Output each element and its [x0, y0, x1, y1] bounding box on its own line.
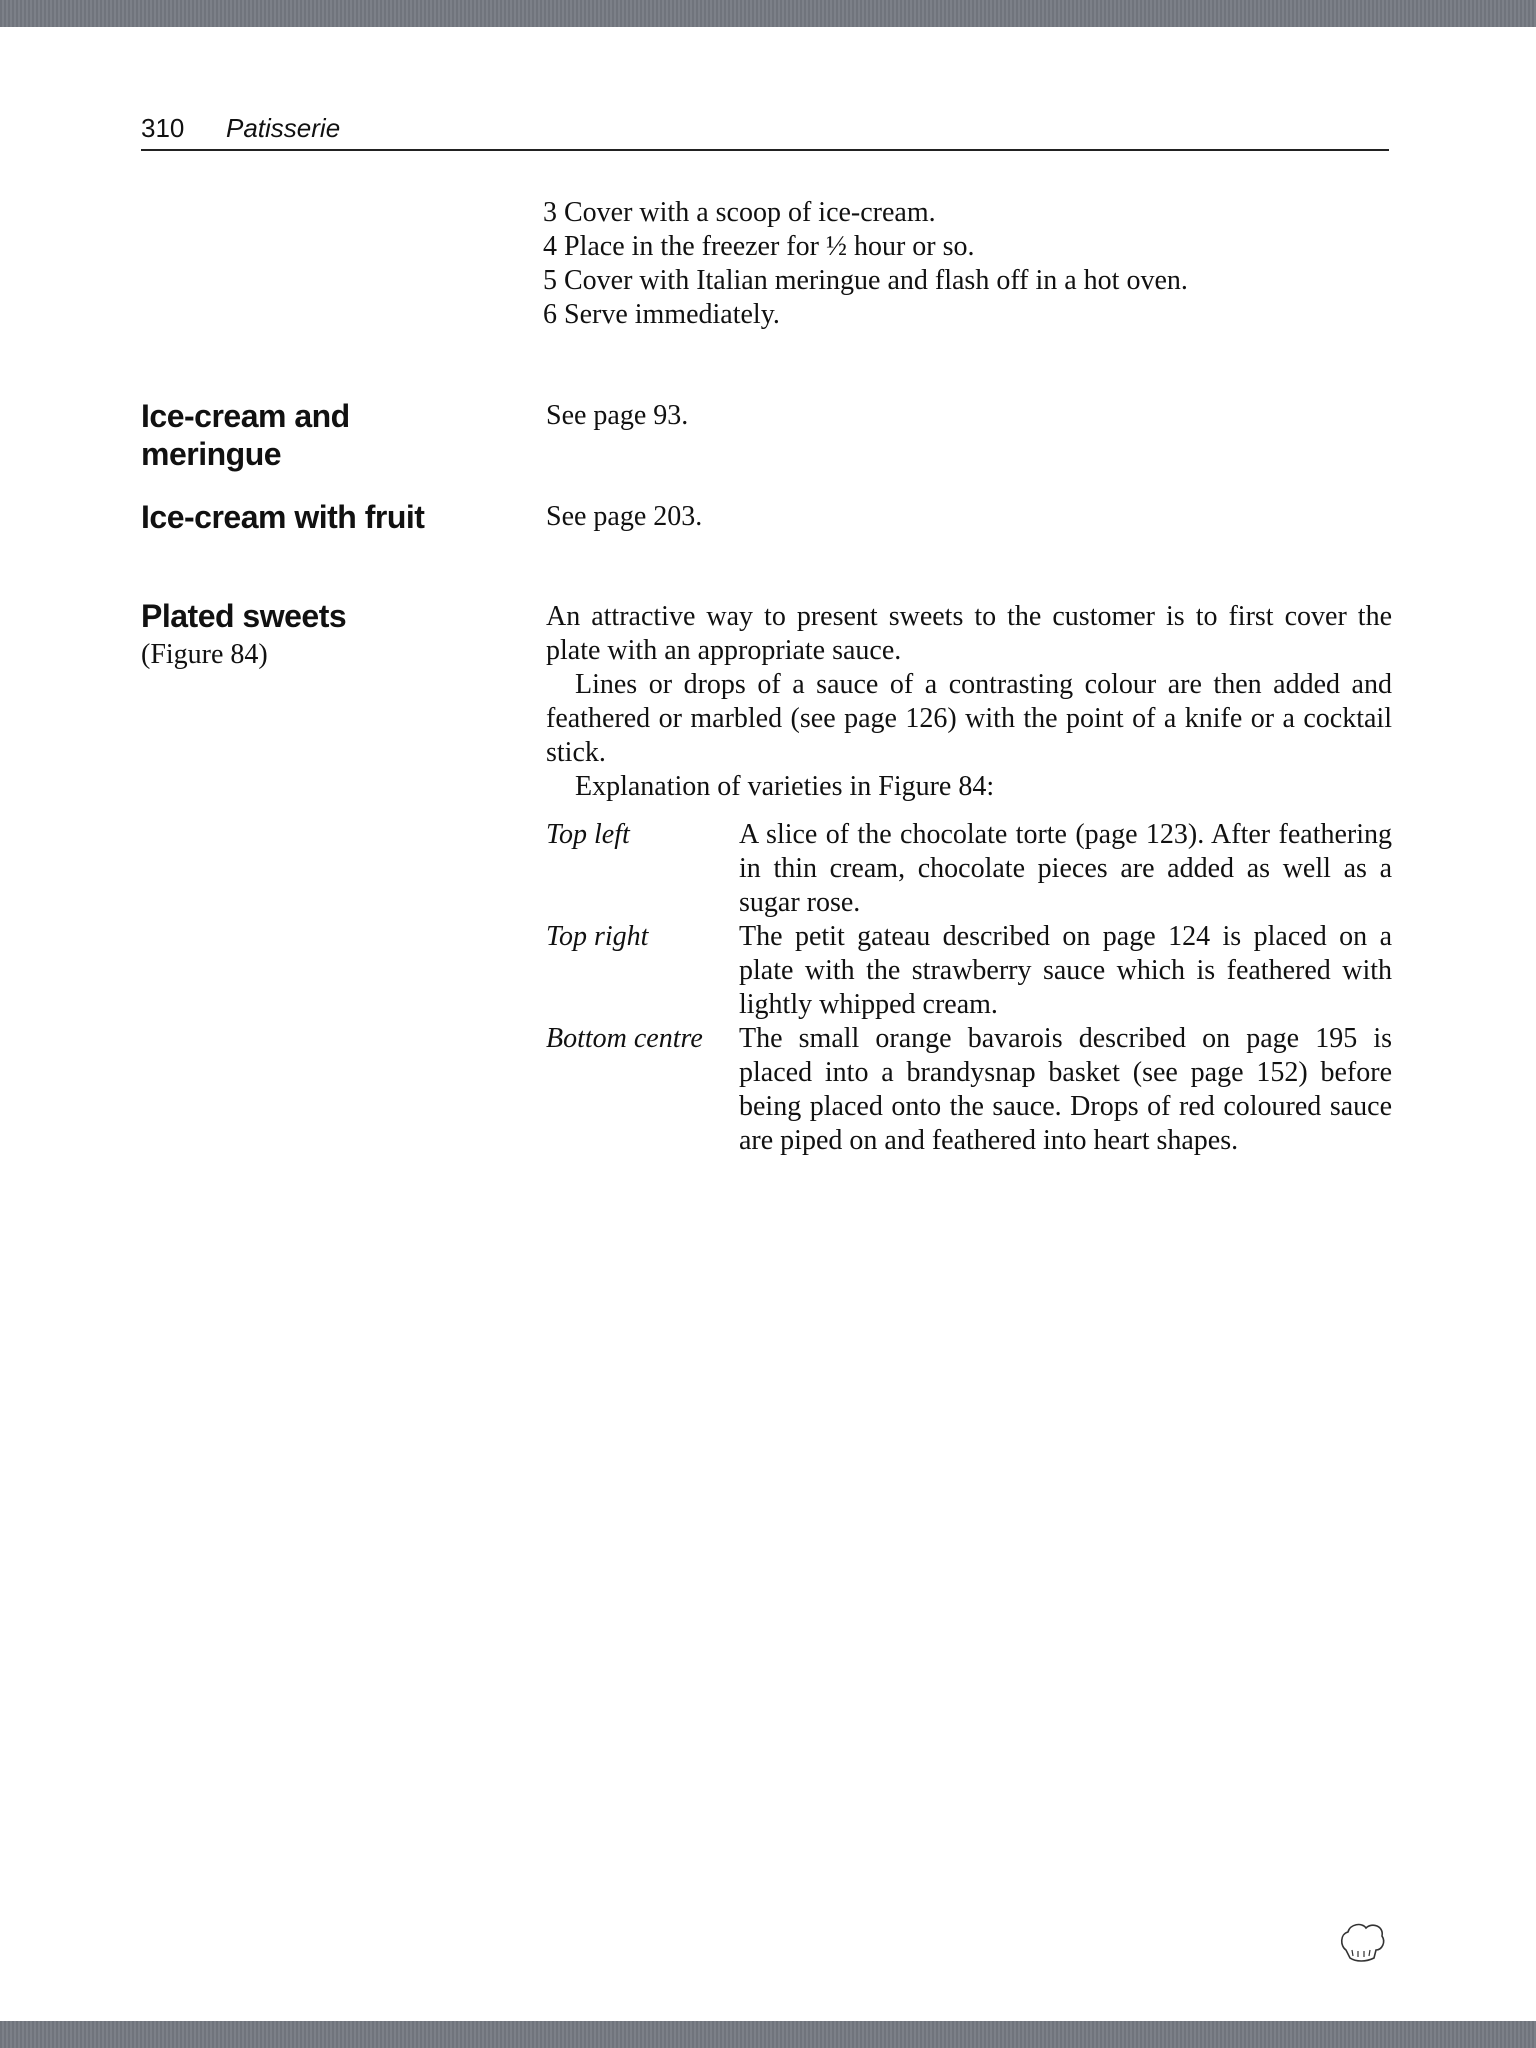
ref-ice-cream-fruit: See page 203.	[546, 501, 703, 532]
varieties-list	[546, 818, 1392, 1158]
variety-label: Top right	[546, 921, 649, 952]
variety-label: Bottom centre	[546, 1023, 703, 1054]
method-steps	[543, 196, 1188, 332]
viewer-bottom-bar	[0, 2021, 1536, 2048]
header-rule	[141, 149, 1389, 151]
paragraph-2: Lines or drops of a sauce of a contrasting colour are then added and feathered or marbled (see page 126) with the point of a knife or a cocktail stick.	[546, 669, 1392, 768]
step-6: 6 Serve immediately.	[543, 299, 780, 330]
step-4: 4 Place in the freezer for ½ hour or so.	[543, 231, 975, 262]
step-3: 3 Cover with a scoop of ice-cream.	[543, 197, 936, 228]
chef-hat-icon	[1338, 1920, 1386, 1964]
viewer-top-bar	[0, 0, 1536, 27]
running-header	[141, 110, 1389, 150]
paragraph-3: Explanation of varieties in Figure 84:	[575, 771, 995, 802]
variety-top-left	[546, 818, 1392, 920]
variety-top-right	[546, 920, 1392, 1022]
step-5: 5 Cover with Italian meringue and flash off in a hot oven.	[543, 265, 1188, 296]
plated-sweets-text	[546, 600, 1392, 804]
variety-description: The small orange bavarois described on page 195 is placed into a brandysnap basket (see page 152) before being placed onto the sauce. Drops of red coloured sauce are piped on and feathered into heart shapes.	[739, 1023, 1392, 1156]
variety-label: Top left	[546, 819, 630, 850]
ref-ice-cream-meringue: See page 93.	[546, 400, 689, 431]
page-number: 310	[141, 113, 185, 143]
variety-description: The petit gateau described on page 124 is placed on a plate with the strawberry sauce which is feathered with lightly whipped cream.	[739, 921, 1392, 1020]
paragraph-1: An attractive way to present sweets to the customer is to first cover the plate with an appropriate sauce.	[546, 601, 1392, 666]
variety-bottom-centre	[546, 1022, 1392, 1158]
heading-ice-cream-meringue: Ice-cream and meringue	[141, 398, 350, 472]
section-title: Patisserie	[226, 113, 341, 143]
figure-reference: (Figure 84)	[141, 639, 268, 670]
heading-plated-sweets: Plated sweets	[141, 598, 347, 634]
heading-ice-cream-fruit: Ice-cream with fruit	[141, 499, 425, 535]
variety-description: A slice of the chocolate torte (page 123). After feathering in thin cream, chocolate pieces are added as well as a sugar rose.	[739, 819, 1392, 918]
